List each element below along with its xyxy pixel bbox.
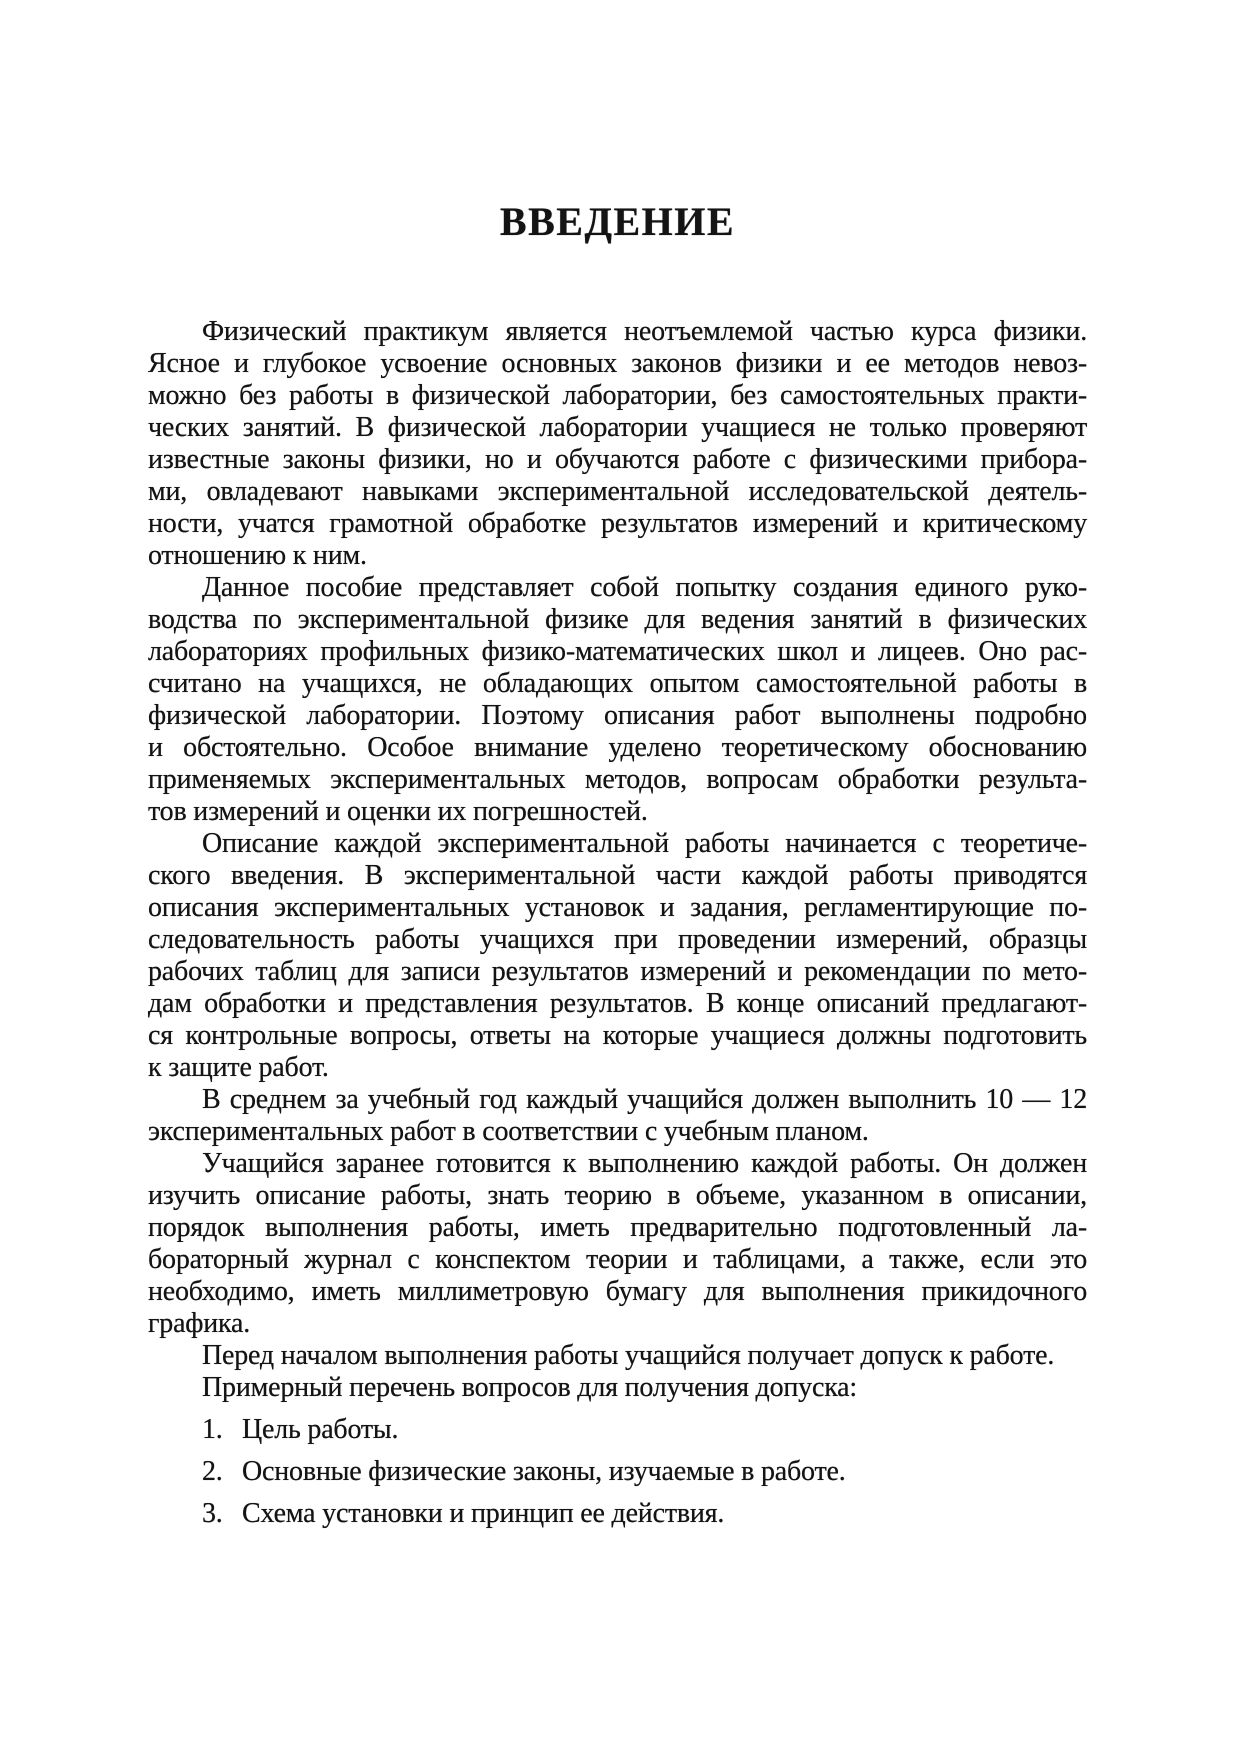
page-title: ВВЕДЕНИЕ — [499, 199, 736, 244]
paragraph-line: Описание каждой экспериментальной работы начинается с теоретиче- — [202, 828, 1087, 859]
paragraph — [148, 1340, 1087, 1372]
paragraph-line: ся контрольные вопросы, ответы на которые учащиеся должны подготовить — [148, 1020, 1087, 1051]
paragraph-line: порядок выполнения работы, иметь предварительно подготовленный ла- — [148, 1212, 1087, 1243]
paragraph-line: изучить описание работы, знать теорию в объеме, указанном в описании, — [148, 1180, 1087, 1211]
paragraph-line: и обстоятельно. Особое внимание уделено теоретическому обоснованию — [148, 732, 1087, 763]
paragraph-line: Перед началом выполнения работы учащийся получает допуск к работе. — [202, 1340, 1055, 1371]
paragraph-line: описания экспериментальных установок и задания, регламентирующие по- — [148, 892, 1087, 923]
list-item — [148, 1456, 1087, 1488]
paragraph-line: бораторный журнал с конспектом теории и таблицами, а также, если это — [148, 1244, 1087, 1275]
list-item-number: 2. — [202, 1456, 223, 1487]
paragraph-line: В среднем за учебный год каждый учащийся должен выполнить 10 — 12 — [202, 1084, 1087, 1115]
paragraph — [148, 1084, 1087, 1148]
list-item-text: Схема установки и принцип ее действия. — [242, 1498, 725, 1529]
paragraph-line: Данное пособие представляет собой попытку создания единого руко- — [202, 572, 1087, 603]
paragraph-line: ского введения. В экспериментальной части каждой работы приводятся — [148, 860, 1087, 891]
paragraph-line: к защите работ. — [148, 1052, 329, 1083]
paragraph — [148, 1148, 1087, 1340]
paragraph-line: физической лаборатории. Поэтому описания работ выполнены подробно — [148, 700, 1087, 731]
admission-questions-list — [148, 1414, 1087, 1530]
paragraph-line: графика. — [148, 1308, 251, 1339]
paragraph-line: Ясное и глубокое усвоение основных законов физики и ее методов невоз- — [148, 348, 1087, 379]
paragraph-line: ческих занятий. В физической лаборатории учащиеся не только проверяют — [148, 412, 1087, 443]
paragraph — [148, 1372, 1087, 1404]
paragraph-line: рабочих таблиц для записи результатов измерений и рекомендации по мето- — [148, 956, 1087, 987]
paragraph — [148, 316, 1087, 572]
paragraph-line: отношению к ним. — [148, 540, 367, 571]
list-item — [148, 1414, 1087, 1446]
paragraph-line: лабораториях профильных физико-математических школ и лицеев. Оно рас- — [148, 636, 1087, 667]
paragraph-line: водства по экспериментальной физике для ведения занятий в физических — [148, 604, 1087, 635]
list-item-number: 1. — [202, 1414, 223, 1445]
paragraph — [148, 828, 1087, 1084]
list-item-text: Основные физические законы, изучаемые в работе. — [242, 1456, 846, 1487]
list-item — [148, 1498, 1087, 1530]
paragraphs-container — [148, 316, 1087, 1404]
paragraph-line: необходимо, иметь миллиметровую бумагу для выполнения прикидочного — [148, 1276, 1087, 1307]
document-body — [148, 316, 1087, 1530]
paragraph-line: известные законы физики, но и обучаются работе с физическими прибора- — [148, 444, 1087, 475]
paragraph-line: ности, учатся грамотной обработке результатов измерений и критическому — [148, 508, 1087, 539]
paragraph-line: ми, овладевают навыками экспериментальной исследовательской деятель- — [148, 476, 1087, 507]
paragraph-line: Учащийся заранее готовится к выполнению каждой работы. Он должен — [202, 1148, 1087, 1179]
paragraph — [148, 572, 1087, 828]
list-item-number: 3. — [202, 1498, 223, 1529]
paragraph-line: считано на учащихся, не обладающих опытом самостоятельной работы в — [148, 668, 1087, 699]
paragraph-line: применяемых экспериментальных методов, вопросам обработки результа- — [148, 764, 1087, 795]
paragraph-line: можно без работы в физической лаборатории, без самостоятельных практи- — [148, 380, 1087, 411]
list-item-text: Цель работы. — [242, 1414, 399, 1445]
paragraph-line: экспериментальных работ в соответствии с учебным планом. — [148, 1116, 869, 1147]
paragraph-line: тов измерений и оценки их погрешностей. — [148, 796, 648, 827]
paragraph-line: Физический практикум является неотъемлемой частью курса физики. — [202, 316, 1087, 347]
paragraph-line: Примерный перечень вопросов для получения допуска: — [202, 1372, 857, 1403]
paragraph-line: следовательность работы учащихся при проведении измерений, образцы — [148, 924, 1087, 955]
paragraph-line: дам обработки и представления результатов. В конце описаний предлагают- — [148, 988, 1087, 1019]
